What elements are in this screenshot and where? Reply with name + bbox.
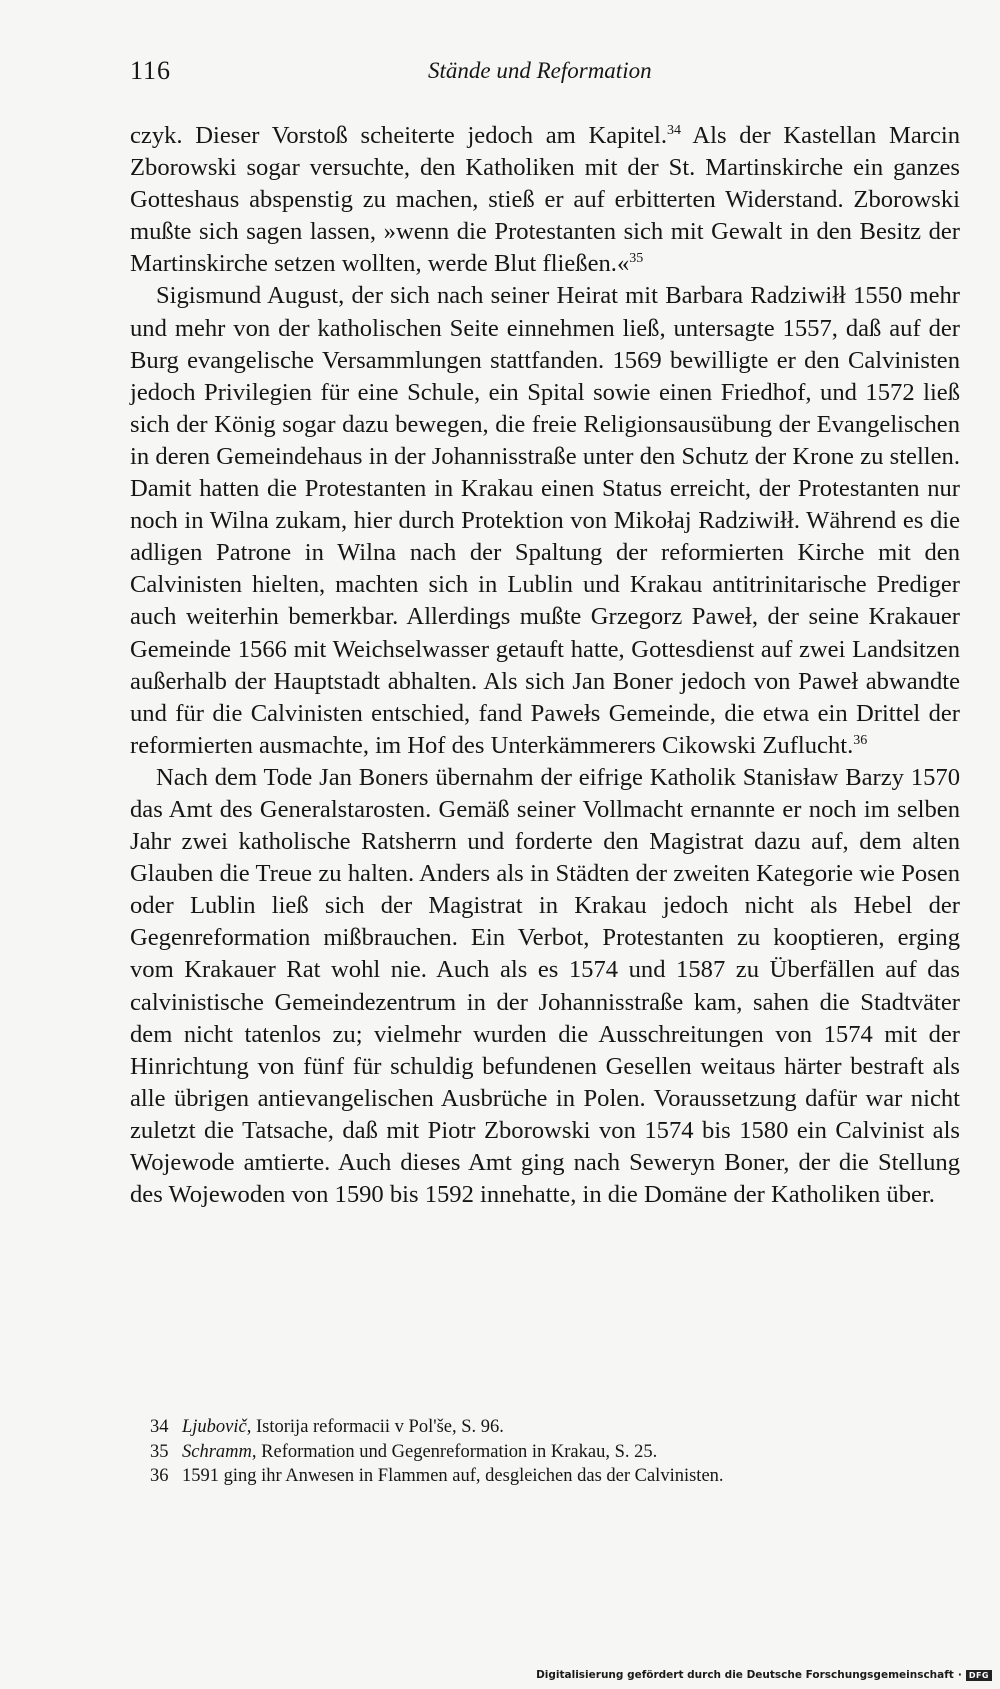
running-title: Stände und Reformation [428, 58, 652, 83]
footnotes [150, 1415, 960, 1489]
body-text [130, 120, 960, 1211]
page-header [130, 52, 960, 92]
paragraph-text: czyk. Dieser Vorstoß scheiterte jedoch am Kapitel. [130, 122, 668, 149]
footnote-text: 1591 ging ihr Anwesen in Flammen auf, desgleichen das der Calvinisten. [182, 1466, 724, 1486]
dfg-logo-icon: DFG [966, 1670, 992, 1681]
paragraph-text: Nach dem Tode Jan Boners übernahm der eifrige Katholik Stanisław Barzy 1570 das Amt des Generalstarosten. Gemäß seiner Vollmacht ernannte er noch im selben Jahr zwei katholische Ratsherrn und forderte den Magistrat dazu auf, dem alten Glauben die Treue zu halten. Anders als in Städten der zweiten Kategorie wie Posen oder Lublin ließ sich der Magistrat in Krakau jedoch nicht als Hebel der Gegenreformation mißbrauchen. Ein Verbot, Protestanten zu kooptieren, erging vom Krakauer Rat wohl nie. Auch als es 1574 und 1587 zu Überfällen auf das calvinistische Gemeindezentrum in der Johannisstraße kam, sahen die Stadtväter dem nicht tatenlos zu; vielmehr wurden die Ausschreitungen von 1574 mit der Hinrichtung von fünf für schuldig befundenen Gesellen weitaus härter bestraft als alle übrigen antievangelischen Ausbrüche in Polen. Voraussetzung dafür war nicht zuletzt die Tatsache, daß mit Piotr Zborowski von 1574 bis 1580 ein Calvinist als Wojewode amtierte. Auch dieses Amt ging nach Seweryn Boner, der die Stellung des Wojewoden von 1590 bis 1592 innehatte, in die Domäne der Katholiken über. [130, 763, 960, 1209]
paragraph [130, 120, 960, 280]
footnote [150, 1464, 960, 1489]
footnote-number: 35 [150, 1441, 169, 1462]
footnote [150, 1415, 960, 1440]
footnote-reference[interactable]: 34 [667, 122, 682, 138]
paragraph-text: Als der Kastellan Marcin Zborowski sogar versuchte, den Katholiken mit der St. Martinskirche ein ganzes Gotteshaus abspenstig zu machen, stieß er auf erbitterten Widerstand. Zborowski mußte sich sagen lassen, »wenn die Protestanten sich mit Gewalt in den Besitz der Martinskirche setzen wollten, werde Blut fließen.« [130, 122, 961, 278]
footnote-reference[interactable]: 36 [853, 732, 868, 748]
footnote [150, 1440, 960, 1465]
footnote-reference[interactable]: 35 [629, 251, 644, 267]
footnote-number: 34 [150, 1417, 169, 1437]
digitization-credit [536, 1669, 992, 1681]
separator-dot: · [957, 1669, 962, 1681]
credit-text: Digitalisierung gefördert durch die Deutsche Forschungsgemeinschaft [536, 1669, 954, 1681]
paragraph [130, 280, 960, 761]
paragraph [130, 762, 960, 1211]
footnote-text: , Reformation und Gegenreformation in Krakau, S. 25. [251, 1441, 658, 1462]
footnote-author: Ljubovič [182, 1417, 247, 1437]
page-number: 116 [130, 56, 172, 85]
footnote-author: Schramm [182, 1441, 252, 1462]
footnote-text: , Istorija reformacii v Pol'še, S. 96. [246, 1417, 504, 1437]
footnote-number: 36 [150, 1466, 169, 1486]
paragraph-text: Sigismund August, der sich nach seiner Heirat mit Barbara Radziwiłł 1550 mehr und mehr von der katholischen Seite einnehmen ließ, untersagte 1557, daß auf der Burg evangelische Versammlungen stattfanden. 1569 bewilligte er den Calvinisten jedoch Privilegien für eine Schule, ein Spital sowie einen Friedhof, und 1572 ließ sich der König sogar dazu bewegen, die freie Religionsausübung der Evangelischen in deren Gemeindehaus in der Johannisstraße unter den Schutz der Krone zu stellen. Damit hatten die Protestanten in Krakau einen Status erreicht, der Protestanten nur noch in Wilna zukam, hier durch Protektion von Mikołaj Radziwiłł. Während es die adligen Patrone in Wilna nach der Spaltung der reformierten Kirche mit den Calvinisten hielten, machten sich in Lublin und Krakau antitrinitarische Prediger auch weiterhin bemerkbar. Allerdings mußte Grzegorz Paweł, der seine Krakauer Gemeinde 1566 mit Weichselwasser getauft hatte, Gottesdienst auf zwei Landsitzen außerhalb der Hauptstadt abhalten. Als sich Jan Boner jedoch von Paweł abwandte und für die Calvinisten entschied, fand Pawełs Gemeinde, die etwa ein Drittel der reformierten ausmachte, im Hof des Unterkämmerers Cikowski Zuflucht. [130, 282, 960, 759]
